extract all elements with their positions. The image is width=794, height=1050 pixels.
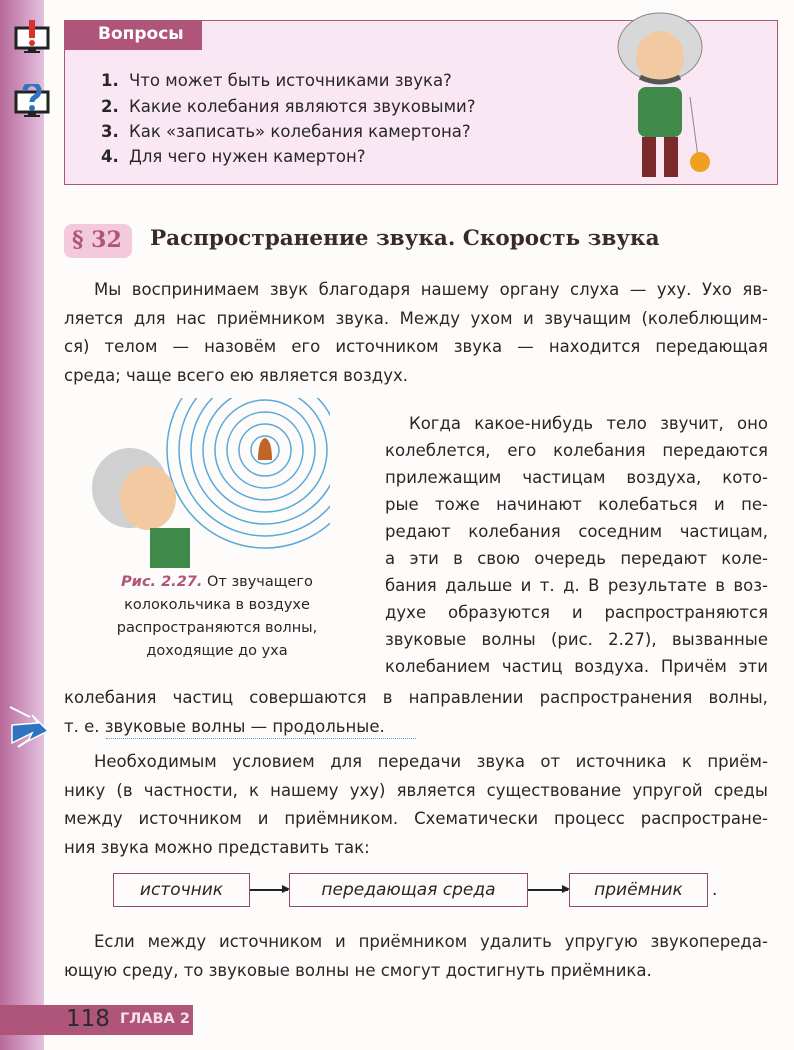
paragraph-line: Мы воспринимаем звук благодаря нашему органу слуха — уху. Ухо яв-	[94, 280, 768, 299]
question-item: 2. Какие колебания являются звуковыми?	[101, 97, 476, 116]
paragraph-line: нику (в частности, к нашему уху) является существование упругой среды	[64, 780, 768, 800]
paragraph-line: колебания частиц совершаются в направлении распространения волны,	[64, 688, 768, 707]
highlight-underline	[106, 738, 416, 739]
paragraph-line: Если между источником и приёмником удалить упругую звукопереда-	[94, 932, 768, 951]
paragraph-line: т. е. звуковые волны — продольные.	[64, 716, 385, 736]
diagram-medium-box: передающая среда	[289, 873, 528, 907]
paragraph-line: редают колебания соседним частицам,	[385, 522, 768, 541]
figure-caption: распространяются волны,	[116, 620, 318, 636]
question-monitor-icon	[14, 84, 50, 118]
section-number-badge: § 32	[64, 224, 132, 258]
paragraph-line: колеблется, его колебания передаются	[385, 441, 768, 460]
paragraph-line: ющую среду, то звуковые волны не смогут достигнуть приёмника.	[64, 961, 652, 980]
section-title: Распространение звука. Скорость звука	[150, 226, 660, 251]
paragraph-line: а эти в свою очередь передают коле-	[385, 549, 768, 568]
paragraph-line: между источником и приёмником. Схематически процесс распростране-	[64, 809, 768, 828]
diagram-period: .	[712, 880, 718, 900]
paragraph-line: бания дальше и т. д. В результате в воз-	[385, 576, 768, 595]
paragraph-line: Необходимым условием для передачи звука от источника к приём-	[94, 752, 768, 771]
diagram-receiver-box: приёмник	[569, 873, 708, 907]
question-item: 3. Как «записать» колебания камертона?	[101, 122, 471, 141]
page-margin-band	[0, 0, 44, 1050]
figure-caption: колокольчика в воздухе	[124, 597, 310, 613]
paragraph-line: ляется для нас приёмником звука. Между ухом и звучащим (колеблющим-	[64, 308, 768, 328]
paragraph-line: Когда какое-нибудь тело звучит, оно	[409, 414, 768, 433]
figure-caption: Рис. 2.27. От звучащего	[121, 574, 313, 590]
paragraph-line: колебанием частиц воздуха. Причём эти	[385, 657, 768, 676]
paragraph-line: звуковые волны (рис. 2.27), вызванные	[385, 630, 768, 649]
diagram-arrow	[250, 889, 288, 891]
chapter-label: ГЛАВА 2	[120, 1011, 190, 1027]
questions-title: Вопросы	[64, 20, 202, 50]
page-number: 118	[66, 1006, 110, 1032]
paragraph-line: ния звука можно представить так:	[64, 837, 370, 857]
figure-caption: доходящие до уха	[146, 643, 288, 659]
paragraph-line: рые тоже начинают колебаться и пе-	[385, 495, 768, 514]
diagram-arrow	[528, 889, 568, 891]
question-item: 1. Что может быть источниками звука?	[101, 71, 452, 90]
exclamation-monitor-icon	[14, 20, 50, 54]
paragraph-line: прилежащим частицам воздуха, кото-	[385, 468, 768, 487]
bell-waves-figure	[90, 398, 330, 568]
paragraph-line: среда; чаще всего ею является воздух.	[64, 365, 408, 385]
paragraph-line: ся) телом — назовём его источником звука — находится передающая	[64, 337, 768, 356]
arrow-pointer-icon	[4, 703, 50, 755]
paragraph-line: духе образуются и распространяются	[385, 603, 768, 622]
diagram-source-box: источник	[113, 873, 250, 907]
scientist-illustration	[590, 2, 770, 187]
question-item: 4. Для чего нужен камертон?	[101, 147, 366, 166]
